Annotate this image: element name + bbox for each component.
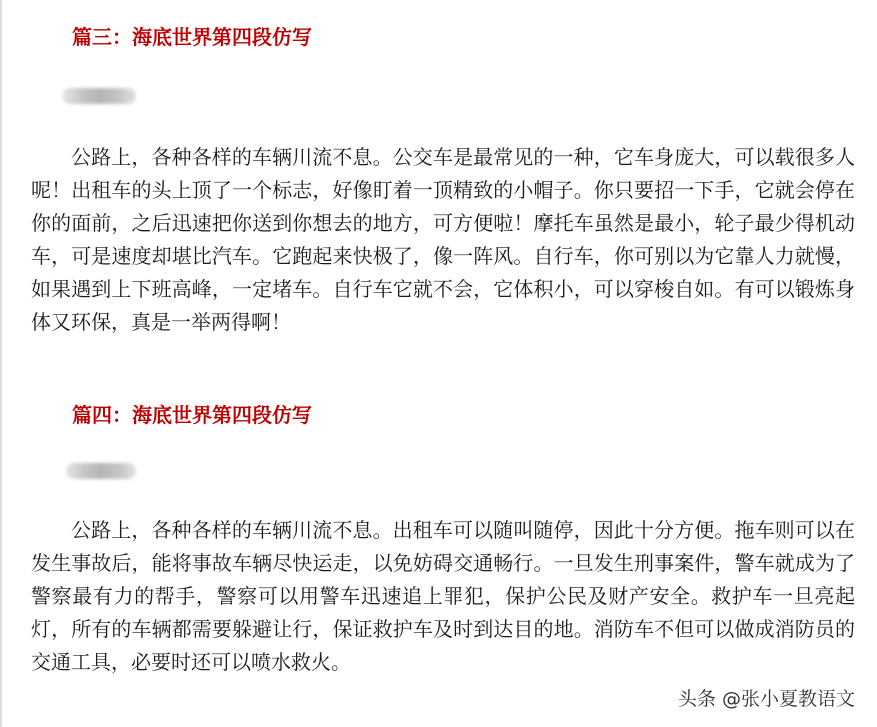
blurred-author-placeholder xyxy=(62,88,136,104)
section-3-paragraph: 公路上，各种各样的车辆川流不息。公交车是最常见的一种，它车身庞大，可以载很多人呢！出租车的头上顶了一个标志，好像盯着一顶精致的小帽子。你只要招一下手，它就会停在你的面前，之后迅速把你送到你想去的地方，可方便啦！摩托车虽然是最小，轮子最少得机动车，可是速度却堪比汽车。它跑起来快极了，像一阵风。自行车，你可别以为它靠人力就慢，如果遇到上下班高峰，一定堵车。自行车它就不会，它体积小，可以穿梭自如。有可以锻炼身体又环保，真是一举两得啊！ xyxy=(31,145,855,334)
section-3-heading: 篇三：海底世界第四段仿写 xyxy=(72,25,312,49)
page-left-border xyxy=(0,0,2,727)
section-4-heading: 篇四：海底世界第四段仿写 xyxy=(72,403,312,427)
section-4-paragraph: 公路上，各种各样的车辆川流不息。出租车可以随叫随停，因此十分方便。拖车则可以在发生事故后，能将事故车辆尽快运走，以免妨碍交通畅行。一旦发生刑事案件，警车就成为了警察最有力的帮手，警察可以用警车迅速追上罪犯，保护公民及财产安全。救护车一旦亮起灯，所有的车辆都需要躲避让行，保证救护车及时到达目的地。消防车不但可以做成消防员的交通工具，必要时还可以喷水救火。 xyxy=(31,518,855,674)
watermark-text: 头条 @张小夏教语文 xyxy=(677,688,855,710)
blurred-author-placeholder xyxy=(66,463,136,479)
